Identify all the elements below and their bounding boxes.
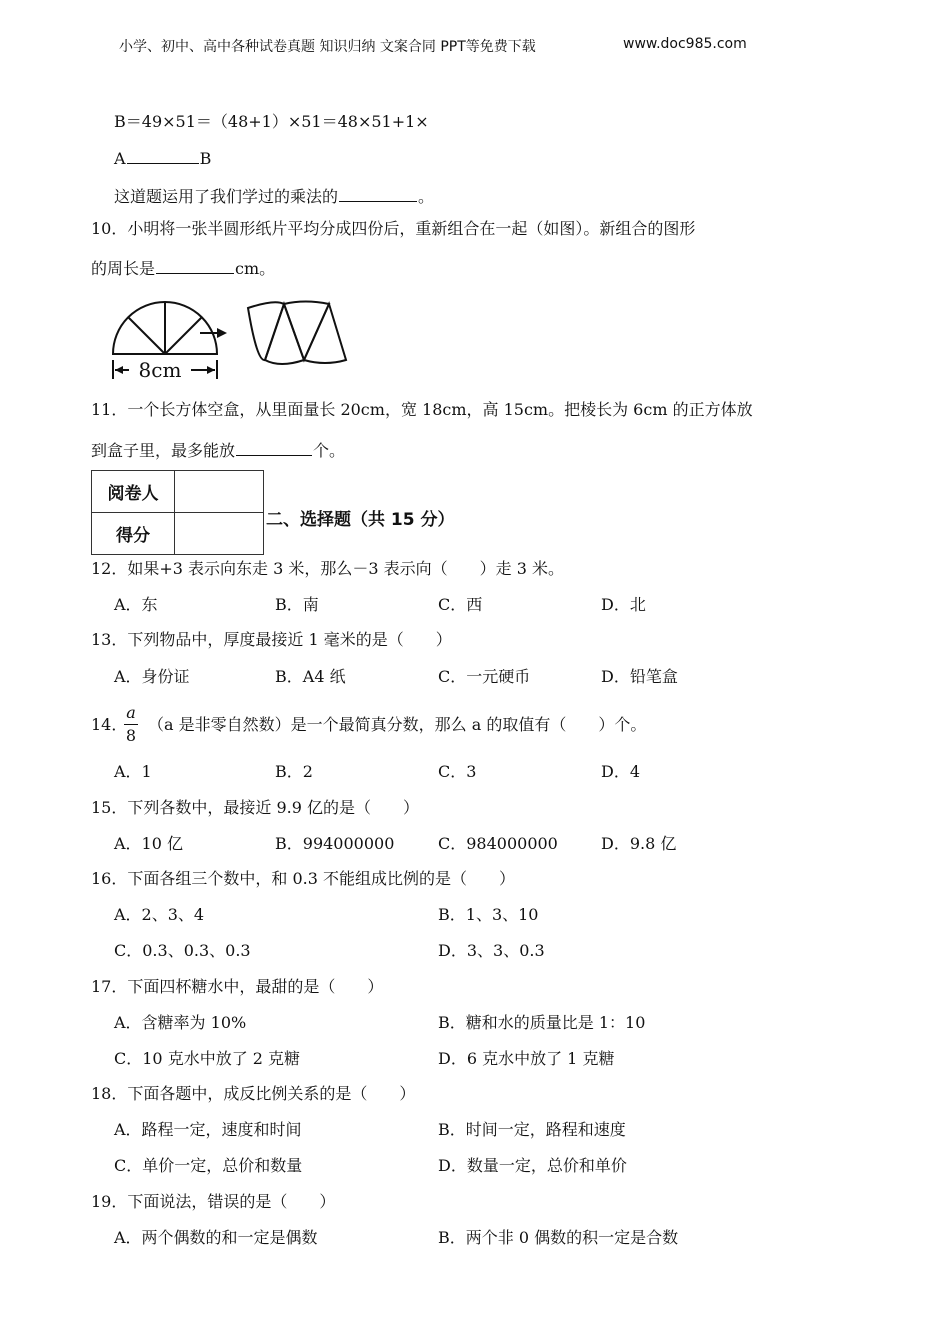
- q18-option-a[interactable]: A．路程一定，速度和时间: [114, 1120, 302, 1139]
- reviewer-value[interactable]: [175, 471, 264, 513]
- q14-option-c[interactable]: C．3: [438, 762, 477, 781]
- q18-option-d[interactable]: D．数量一定，总价和单价: [438, 1156, 627, 1175]
- q16-option-d[interactable]: D．3、3、0.3: [438, 941, 545, 960]
- q16-option-b[interactable]: B．1、3、10: [438, 905, 539, 924]
- q13-option-d[interactable]: D．铅笔盒: [601, 667, 678, 686]
- q14-num: 14．: [91, 715, 128, 734]
- q11-line1: 11．一个长方体空盒，从里面量长 20cm，宽 18cm，高 15cm。把棱长为 6cm 的正方体放: [91, 400, 753, 419]
- q16-option-c[interactable]: C．0.3、0.3、0.3: [114, 941, 251, 960]
- grader-table: [91, 470, 264, 555]
- q9-compare: A B: [114, 149, 212, 168]
- arrow-right-icon: [217, 328, 227, 338]
- q17-option-d[interactable]: D．6 克水中放了 1 克糖: [438, 1049, 615, 1068]
- q16-stem: 16．下面各组三个数中，和 0.3 不能组成比例的是（ ）: [91, 869, 515, 888]
- q15-option-a[interactable]: A．10 亿: [114, 834, 184, 853]
- q13-stem: 13．下列物品中，厚度最接近 1 毫米的是（ ）: [91, 630, 452, 649]
- q11-line2: 到盒子里，最多能放 个。: [91, 441, 346, 460]
- q12-option-c[interactable]: C．西: [438, 595, 483, 614]
- q19-stem: 19．下面说法，错误的是（ ）: [91, 1192, 336, 1211]
- q17-option-b[interactable]: B．糖和水的质量比是 1：10: [438, 1013, 646, 1032]
- q13-option-a[interactable]: A．身份证: [114, 667, 190, 686]
- header-text: 小学、初中、高中各种试卷真题 知识归纳 文案合同 PPT等免费下载: [119, 39, 536, 55]
- score-value[interactable]: [175, 513, 264, 555]
- q13-option-b[interactable]: B．A4 纸: [275, 667, 346, 686]
- q10-line2: 的周长是 cm。: [91, 259, 276, 278]
- semicircle-figure: [105, 290, 365, 385]
- q15-option-c[interactable]: C．984000000: [438, 834, 558, 853]
- q19-option-a[interactable]: A．两个偶数的和一定是偶数: [114, 1228, 318, 1247]
- q13-option-c[interactable]: C．一元硬币: [438, 667, 531, 686]
- q16-option-a[interactable]: A．2、3、4: [114, 905, 205, 924]
- q14-option-a[interactable]: A．1: [114, 762, 152, 781]
- header-site: www.doc985.com: [623, 36, 747, 52]
- q19-option-b[interactable]: B．两个非 0 偶数的积一定是合数: [438, 1228, 679, 1247]
- q12-option-d[interactable]: D．北: [601, 595, 646, 614]
- q15-stem: 15．下列各数中，最接近 9.9 亿的是（ ）: [91, 798, 419, 817]
- q12-stem: 12．如果+3 表示向东走 3 米，那么－3 表示向（ ）走 3 米。: [91, 559, 565, 578]
- q14-stem: （a 是非零自然数）是一个最简真分数，那么 a 的取值有（ ）个。: [148, 715, 647, 734]
- q15-option-b[interactable]: B．994000000: [275, 834, 395, 853]
- q17-option-a[interactable]: A．含糖率为 10%: [114, 1013, 247, 1032]
- q12-option-a[interactable]: A．东: [114, 595, 158, 614]
- q18-stem: 18．下面各题中，成反比例关系的是（ ）: [91, 1084, 416, 1103]
- figure-label: 8cm: [138, 358, 182, 382]
- q12-option-b[interactable]: B．南: [275, 595, 319, 614]
- q9-law: 这道题运用了我们学过的乘法的 。: [114, 187, 435, 206]
- q18-option-c[interactable]: C．单价一定，总价和数量: [114, 1156, 303, 1175]
- q14-option-d[interactable]: D．4: [601, 762, 641, 781]
- score-label: 得分: [92, 513, 175, 555]
- q14-option-b[interactable]: B．2: [275, 762, 313, 781]
- q17-stem: 17．下面四杯糖水中，最甜的是（ ）: [91, 977, 384, 996]
- q15-option-d[interactable]: D．9.8 亿: [601, 834, 677, 853]
- q17-option-c[interactable]: C．10 克水中放了 2 克糖: [114, 1049, 301, 1068]
- q9-formula: B＝49×51＝（48+1）×51＝48×51+1×: [114, 112, 429, 131]
- q14-fraction: a 8: [125, 703, 137, 745]
- section-title: 二、选择题（共 15 分）: [266, 510, 455, 530]
- q10-line1: 10．小明将一张半圆形纸片平均分成四份后，重新组合在一起（如图）。新组合的图形: [91, 219, 696, 238]
- q18-option-b[interactable]: B．时间一定，路程和速度: [438, 1120, 626, 1139]
- reviewer-label: 阅卷人: [92, 471, 175, 513]
